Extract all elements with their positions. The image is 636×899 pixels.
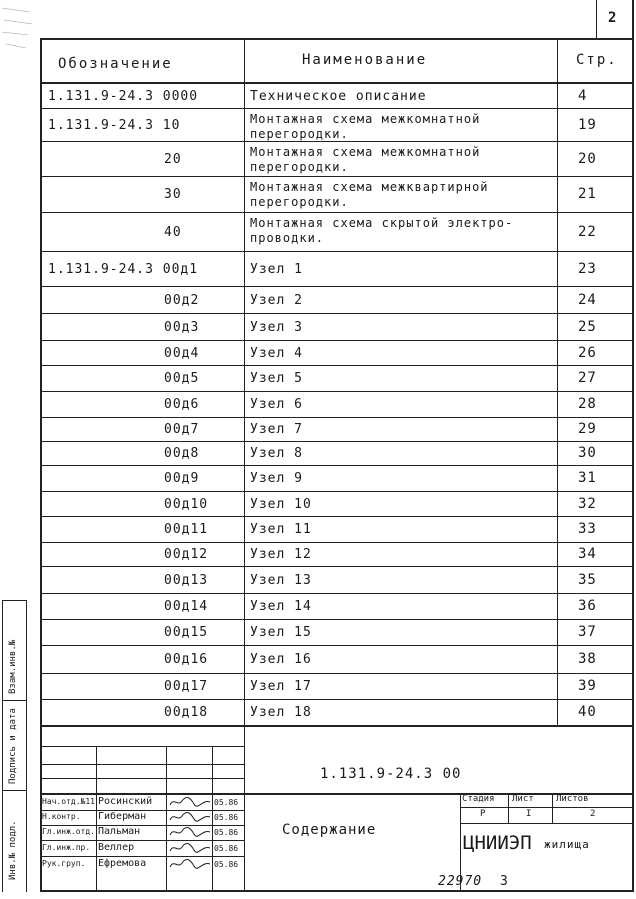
table-row [40, 646, 632, 674]
row-name: Узел 12 [250, 547, 312, 562]
stage-value: Р [480, 809, 486, 819]
row-page: 25 [578, 319, 597, 335]
row-designation: 00д4 [164, 346, 200, 361]
row-name: Узел 3 [250, 320, 303, 335]
tb-vsep-g [552, 793, 553, 823]
row-designation: 00д10 [164, 497, 209, 512]
table-row [40, 366, 632, 392]
side-sep-1 [2, 700, 27, 701]
org-suffix: жилища [544, 838, 590, 851]
stage-label: Стадия [462, 794, 495, 804]
row-name: перегородки. [250, 127, 349, 141]
table-row [40, 594, 632, 620]
side-label-inv: Инв.№ подл. [8, 820, 18, 880]
row-page: 39 [578, 678, 597, 694]
archive-suffix: 3 [500, 874, 509, 889]
row-designation: 1.131.9-24.3 0000 [48, 89, 199, 104]
row-name: Узел 13 [250, 573, 312, 588]
signature-role: Н.контр. [42, 812, 81, 821]
row-page: 20 [578, 151, 597, 167]
row-name: Узел 8 [250, 446, 303, 461]
signature-date: 05.86 [214, 813, 239, 822]
doc-title: Содержание [282, 822, 377, 838]
tb-vsep-b [166, 746, 167, 892]
tb-org-line [460, 823, 632, 824]
row-name: Узел 1 [250, 262, 303, 277]
tb-line-3 [40, 778, 244, 779]
row-name: Монтажная схема скрытой электро- [250, 216, 514, 230]
row-page: 33 [578, 521, 597, 537]
sheets-value: 2 [590, 809, 596, 819]
row-designation: 00д12 [164, 547, 209, 562]
signature-row-line [40, 825, 244, 826]
row-name: Узел 5 [250, 371, 303, 386]
side-strip-right [26, 600, 27, 892]
row-name: Узел 2 [250, 293, 303, 308]
row-name: Монтажная схема межкомнатной [250, 112, 481, 126]
side-strip-top [2, 600, 27, 601]
table-row [40, 442, 632, 466]
row-page: 32 [578, 496, 597, 512]
row-designation: 00д11 [164, 522, 209, 537]
archive-number: 22970 [438, 874, 483, 889]
row-page: 24 [578, 292, 597, 308]
table-row [40, 341, 632, 366]
row-name: Узел 14 [250, 599, 312, 614]
table-end-line [40, 726, 632, 727]
signature-role: Нач.отд.№11 [42, 797, 95, 806]
row-designation: 00д16 [164, 652, 209, 667]
signature-name: Пальман [98, 826, 141, 837]
row-page: 23 [578, 261, 597, 277]
row-designation: 00д18 [164, 705, 209, 720]
table-row [40, 466, 632, 492]
row-page: 29 [578, 421, 597, 437]
row-page: 36 [578, 598, 597, 614]
row-page: 37 [578, 624, 597, 640]
table-row [40, 492, 632, 517]
row-designation: 00д15 [164, 625, 209, 640]
stamp-mark [0, 0, 40, 70]
row-designation: 00д9 [164, 471, 200, 486]
table-row [40, 287, 632, 314]
header-page: Стр. [576, 52, 618, 68]
tb-vsep-f [508, 793, 509, 823]
table-row [40, 142, 632, 177]
signature-role: Гл.инж.пр. [42, 843, 91, 852]
row-page: 27 [578, 370, 597, 386]
handwritten-signature [168, 841, 212, 855]
sheet-label: Лист [512, 794, 534, 804]
handwritten-signature [168, 795, 212, 809]
row-name: Узел 6 [250, 397, 303, 412]
row-name: Узел 4 [250, 346, 303, 361]
row-page: 26 [578, 345, 597, 361]
row-designation: 00д17 [164, 679, 209, 694]
tb-vsep-c [212, 746, 213, 892]
page-number: 2 [608, 10, 619, 26]
row-designation: 40 [164, 225, 182, 240]
row-page: 34 [578, 546, 597, 562]
table-row [40, 177, 632, 213]
side-label-sign: Подпись и дата [8, 708, 18, 784]
row-name: перегородки. [250, 195, 349, 209]
table-row [40, 314, 632, 341]
row-name: проводки. [250, 231, 325, 245]
table-row [40, 418, 632, 442]
table-row [40, 517, 632, 543]
row-name: Узел 9 [250, 471, 303, 486]
signature-name: Гиберман [98, 811, 147, 822]
row-name: Узел 15 [250, 625, 312, 640]
row-designation: 00д13 [164, 573, 209, 588]
row-designation: 1.131.9-24.3 00д1 [48, 262, 199, 277]
table-row [40, 567, 632, 594]
handwritten-signature [168, 810, 212, 824]
row-designation: 00д7 [164, 422, 200, 437]
signature-date: 05.86 [214, 844, 239, 853]
row-name: Узел 18 [250, 705, 312, 720]
table-row [40, 392, 632, 418]
signature-name: Веллер [98, 842, 135, 853]
row-designation: 30 [164, 187, 182, 202]
signature-row-line [40, 856, 244, 857]
doc-code: 1.131.9-24.3 00 [320, 766, 462, 782]
table-row [40, 109, 632, 142]
tb-line-2 [40, 764, 244, 765]
table-row [40, 84, 632, 109]
handwritten-signature [168, 857, 212, 871]
signature-date: 05.86 [214, 828, 239, 837]
row-name: перегородки. [250, 160, 349, 174]
row-name: Узел 11 [250, 522, 312, 537]
row-page: 4 [578, 88, 588, 104]
tb-vsep-d [244, 726, 245, 892]
row-designation: 00д3 [164, 320, 200, 335]
sheet-value: I [526, 809, 532, 819]
tb-main-line [40, 793, 632, 795]
row-name: Техническое описание [250, 89, 427, 104]
table-row [40, 213, 632, 252]
row-name: Монтажная схема межквартирной [250, 180, 489, 194]
sheets-label: Листов [556, 794, 589, 804]
side-strip-left [2, 600, 3, 892]
row-designation: 00д8 [164, 446, 200, 461]
header-name: Наименование [302, 52, 428, 68]
row-designation: 00д5 [164, 371, 200, 386]
signature-role: Рук.груп. [42, 859, 86, 868]
tb-stage-line [460, 807, 632, 808]
row-name: Монтажная схема межкомнатной [250, 145, 481, 159]
row-designation: 1.131.9-24.3 10 [48, 118, 181, 133]
frame-bottom [40, 890, 634, 892]
table-row [40, 252, 632, 287]
row-designation: 20 [164, 152, 182, 167]
row-page: 31 [578, 470, 597, 486]
row-designation: 00д2 [164, 293, 200, 308]
row-name: Узел 17 [250, 679, 312, 694]
signature-name: Росинский [98, 796, 153, 807]
row-name: Узел 10 [250, 497, 312, 512]
tb-line-1 [40, 746, 244, 747]
signature-date: 05.86 [214, 798, 239, 807]
signature-name: Ефремова [98, 858, 147, 869]
row-designation: 00д6 [164, 397, 200, 412]
row-page: 22 [578, 224, 597, 240]
row-page: 35 [578, 572, 597, 588]
row-page: 40 [578, 704, 597, 720]
tb-vsep-a [96, 746, 97, 892]
row-name: Узел 7 [250, 422, 303, 437]
table-row [40, 674, 632, 700]
row-page: 19 [578, 117, 597, 133]
row-page: 21 [578, 186, 597, 202]
side-label-replace: Взам.инв.№ [8, 639, 18, 694]
signature-date: 05.86 [214, 860, 239, 869]
row-page: 30 [578, 445, 597, 461]
org-name: ЦНИИЭП [463, 832, 532, 854]
handwritten-signature [168, 825, 212, 839]
row-designation: 00д14 [164, 599, 209, 614]
row-page: 38 [578, 651, 597, 667]
frame-top [40, 38, 634, 40]
page-box-left [596, 0, 597, 38]
table-row [40, 620, 632, 646]
row-name: Узел 16 [250, 652, 312, 667]
frame-right [632, 0, 634, 892]
signature-role: Гл.инж.отд. [42, 827, 95, 836]
side-sep-2 [2, 790, 27, 791]
table-row [40, 700, 632, 726]
row-page: 28 [578, 396, 597, 412]
header-designation: Обозначение [58, 56, 173, 72]
table-row [40, 543, 632, 567]
signature-row-line [40, 840, 244, 841]
